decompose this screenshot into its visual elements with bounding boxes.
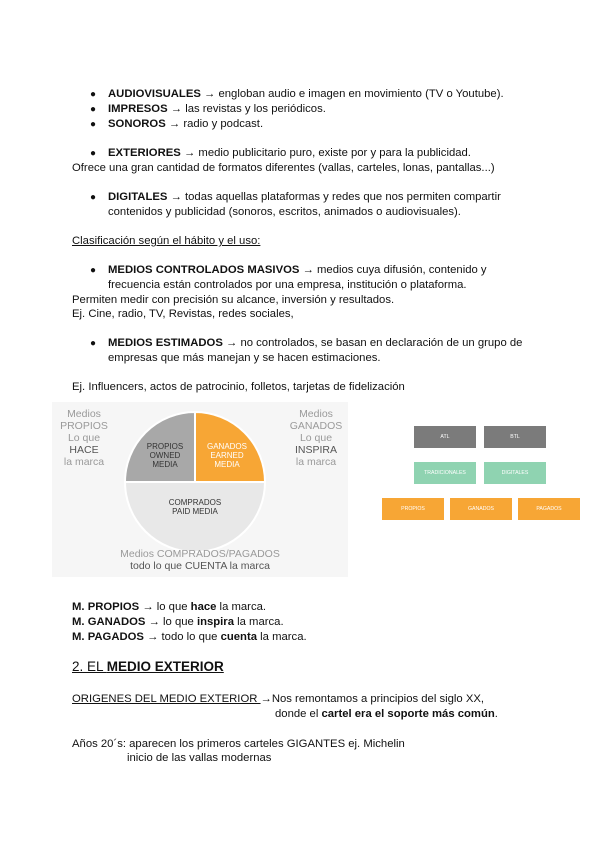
- list-item: MEDIOS ESTIMADOS → no controlados, se basan en declaración de un grupo de: [108, 337, 523, 349]
- bullet-dot: ●: [90, 148, 97, 159]
- slice-label-comprados: COMPRADOS PAID MEDIA: [168, 498, 222, 516]
- list-item-cont: frecuencia están controlados por una empresa, institución o plataforma.: [108, 279, 467, 291]
- box-tradicionales: TRADICIONALES: [414, 462, 476, 484]
- list-item-cont: contenidos y publicidad (sonoros, escritos, animados o audiovisuales).: [108, 206, 461, 218]
- right-caption: Medios GANADOS Lo que INSPIRA la marca: [289, 408, 343, 468]
- bullet-dot: ●: [90, 89, 97, 100]
- boxes-diagram: [370, 418, 592, 530]
- box-propios: PROPIOS: [382, 498, 444, 520]
- bullet-dot: ●: [90, 104, 97, 115]
- box-pagados: PAGADOS: [518, 498, 580, 520]
- box-btl: BTL: [484, 426, 546, 448]
- bullet-dot: ●: [90, 119, 97, 130]
- box-digitales: DIGITALES: [484, 462, 546, 484]
- paragraph: Permiten medir con precisión su alcance, inversión y resultados.: [72, 294, 395, 306]
- list-item: SONOROS → radio y podcast.: [108, 118, 264, 130]
- paragraph: Ofrece una gran cantidad de formatos diferentes (vallas, carteles, lonas, pantallas...): [72, 162, 495, 174]
- slice-label-propios: PROPIOS OWNED MEDIA: [146, 442, 184, 469]
- section-heading: 2. EL MEDIO EXTERIOR: [72, 659, 224, 674]
- paragraph: Ej. Cine, radio, TV, Revistas, redes sociales,: [72, 308, 294, 320]
- paragraph-cont: inicio de las vallas modernas: [127, 752, 272, 764]
- box-atl: ATL: [414, 426, 476, 448]
- list-item: MEDIOS CONTROLADOS MASIVOS → medios cuya difusión, contenido y: [108, 264, 487, 276]
- pie-figure: [52, 402, 348, 577]
- bottom-caption: Medios COMPRADOS/PAGADOS todo lo que CUENTA la marca: [120, 548, 280, 572]
- slice-label-ganados: GANADOS EARNED MEDIA: [206, 442, 247, 469]
- list-item-cont: empresas que más manejan y se hacen estimaciones.: [108, 352, 381, 364]
- section-subtitle: Clasificación según el hábito y el uso:: [72, 235, 261, 247]
- left-caption: Medios PROPIOS Lo que HACE la marca: [60, 408, 108, 468]
- list-item: AUDIOVISUALES → engloban audio e imagen en movimiento (TV o Youtube).: [108, 88, 504, 100]
- pie-slice-comprados: [125, 482, 265, 552]
- summary-line: M. PROPIOS → lo que hace la marca.: [72, 601, 267, 613]
- list-item: DIGITALES → todas aquellas plataformas y redes que nos permiten compartir: [108, 191, 501, 203]
- bullet-dot: ●: [90, 338, 97, 349]
- list-item: IMPRESOS → las revistas y los periódicos.: [108, 103, 326, 115]
- paragraph: Años 20´s: aparecen los primeros carteles GIGANTES ej. Michelin: [72, 738, 405, 750]
- box-ganados: GANADOS: [450, 498, 512, 520]
- bullet-dot: ●: [90, 265, 97, 276]
- paragraph: Ej. Influencers, actos de patrocinio, folletos, tarjetas de fidelización: [72, 381, 405, 393]
- summary-line: M. PAGADOS → todo lo que cuenta la marca.: [72, 631, 307, 643]
- paragraph-cont: donde el cartel era el soporte más común.: [275, 708, 498, 720]
- bullet-dot: ●: [90, 192, 97, 203]
- summary-line: M. GANADOS → lo que inspira la marca.: [72, 616, 284, 628]
- paragraph: ORIGENES DEL MEDIO EXTERIOR →Nos remontamos a principios del siglo XX,: [72, 693, 485, 705]
- list-item: EXTERIORES → medio publicitario puro, existe por y para la publicidad.: [108, 147, 471, 159]
